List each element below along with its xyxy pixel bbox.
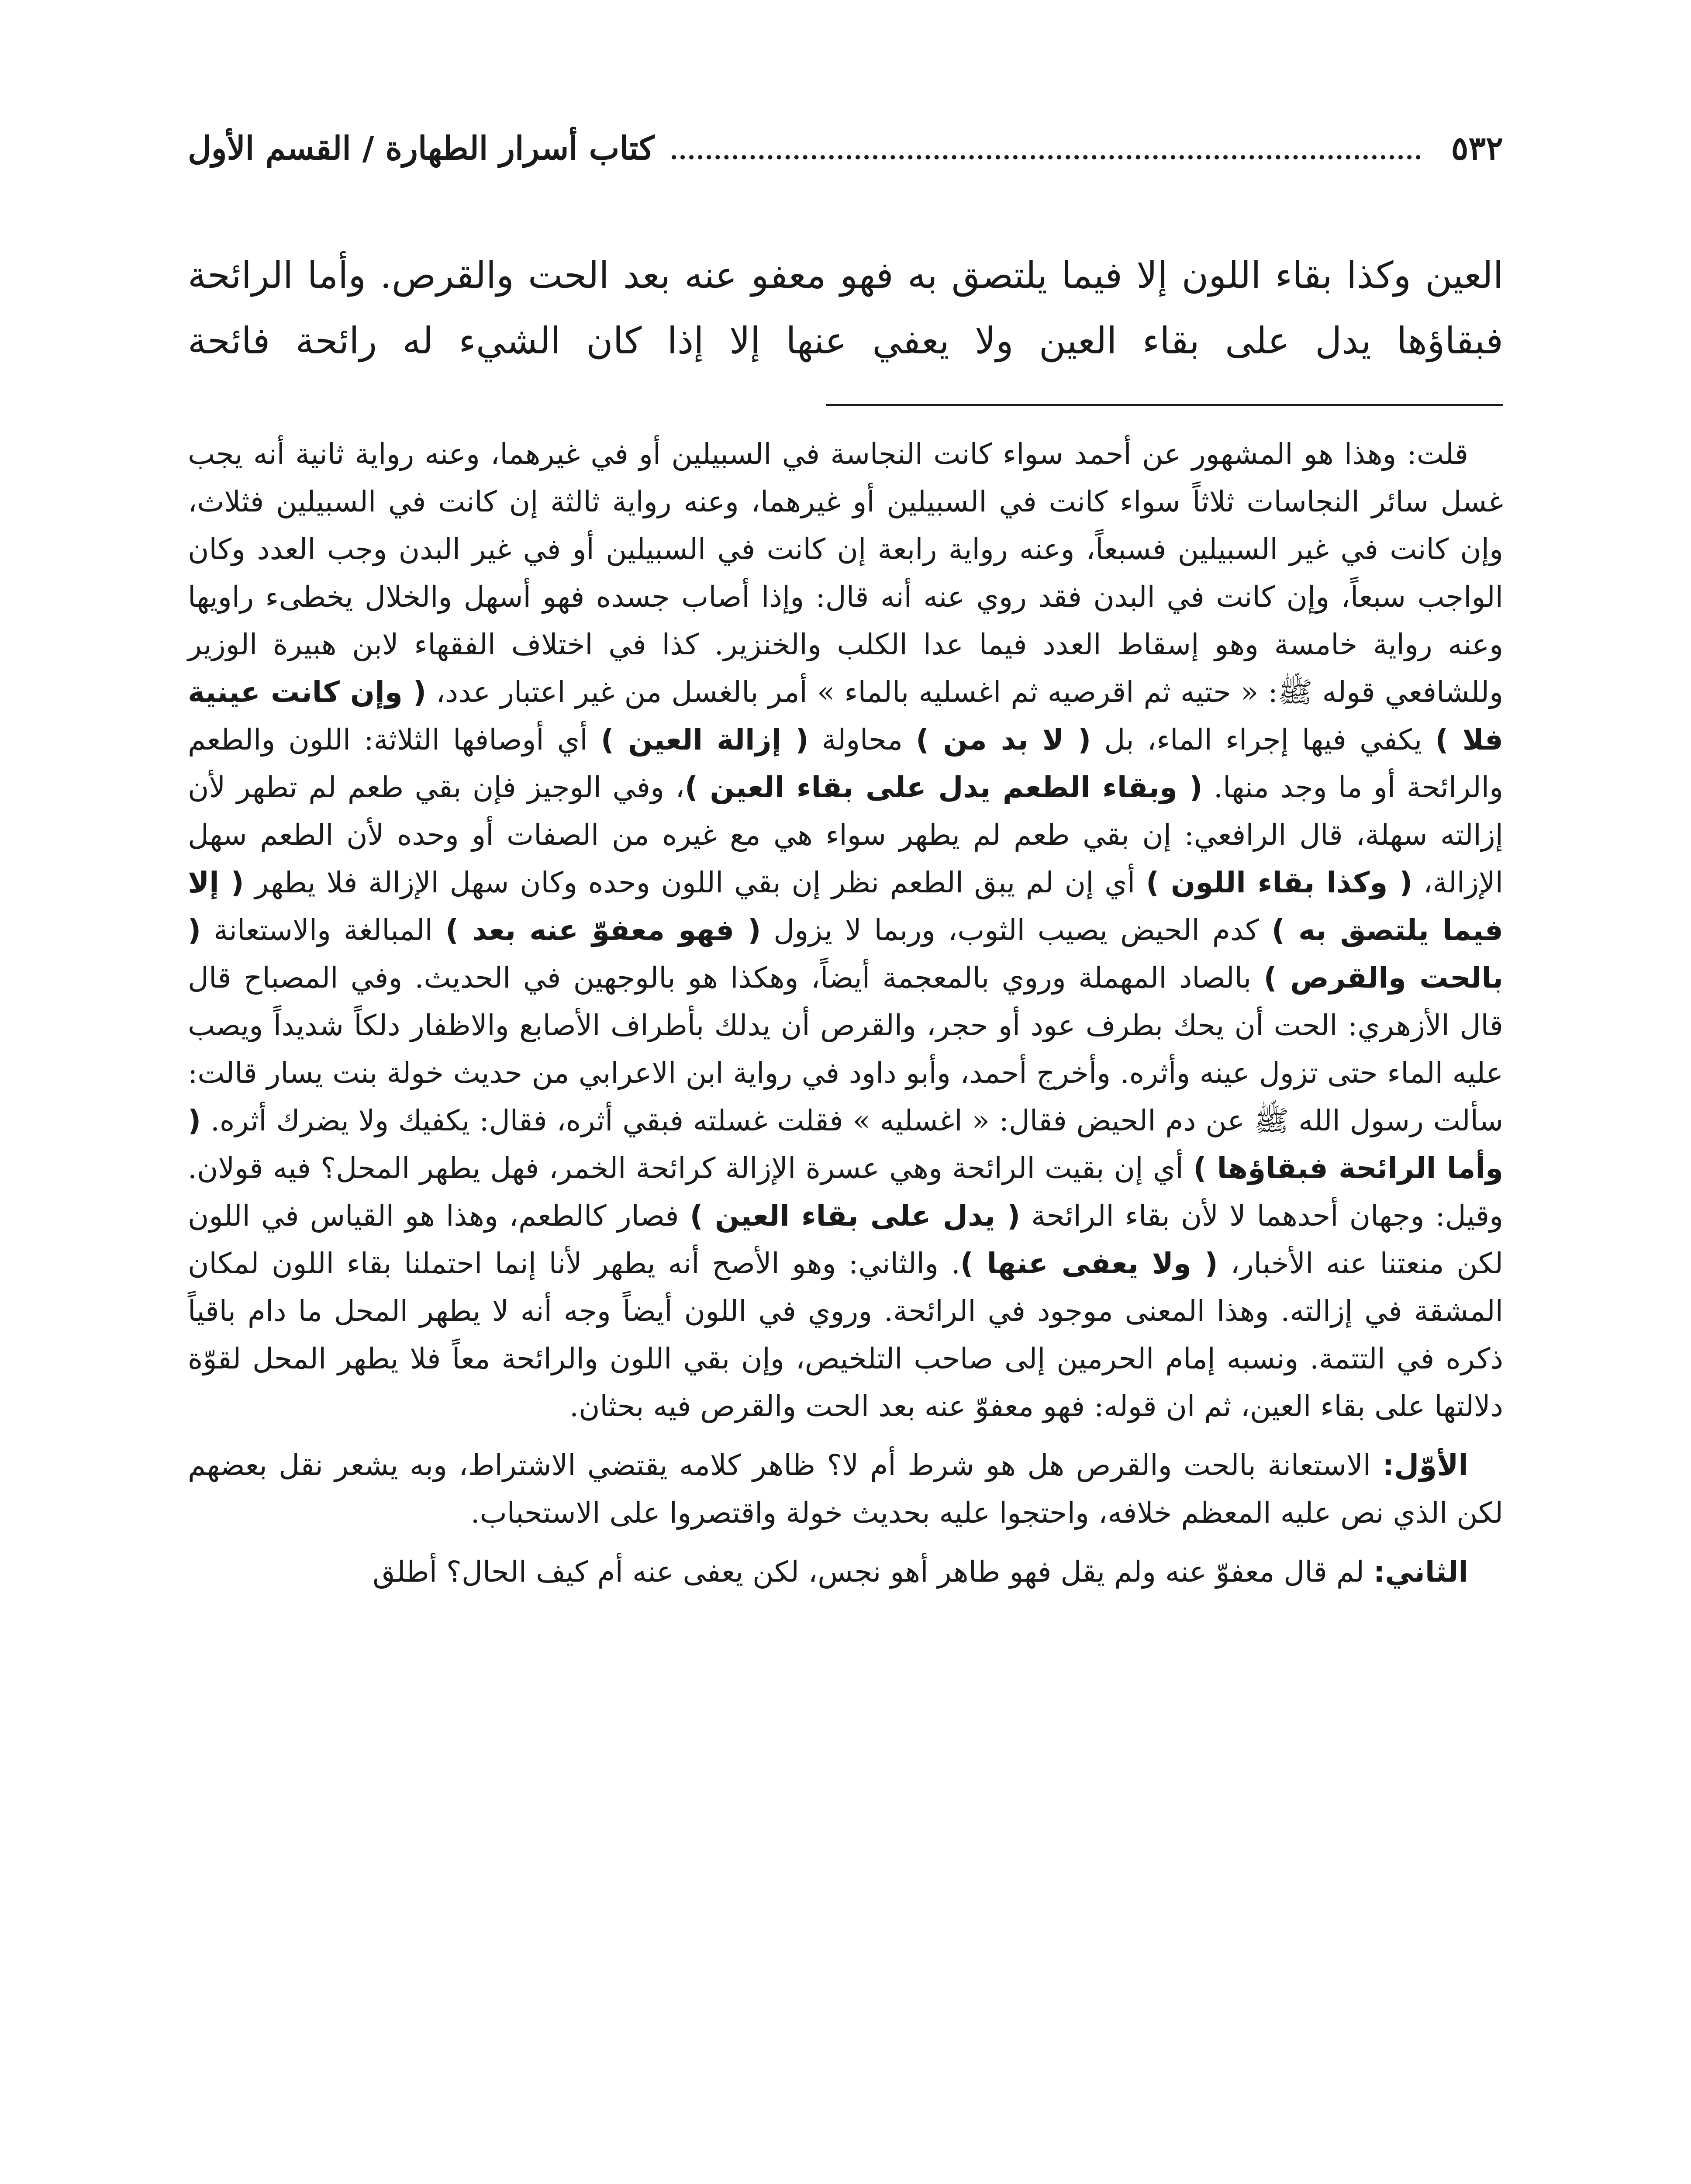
bold-matn-quote: الأوّل: [1382, 1448, 1468, 1482]
bold-matn-quote: ( إزالة العين ) [600, 723, 809, 757]
page-header [188, 124, 1503, 173]
bold-matn-quote: ( وأما الرائحة فبقاؤها ) [188, 1104, 1503, 1185]
commentary-paragraph-1: قلت: وهذا هو المشهور عن أحمد سواء كانت النجاسة في السبيلين أو في غيرهما، وعنه رواية ثانية أنه يجب غسل سائر النجاسات ثلاثاً سواء كانت في السبيلين أو غيرهما، وعنه رواية ثالثة إن كانت في السبيلين فثلاث، وإن كانت في غير السبيلين فسبعاً، وعنه رواية رابعة إن كانت في السبيلين أو في غير البدن وجب العدد وكان الواجب سبعاً، وإن كانت في البدن فقد روي عنه أنه قال: وإذا أصاب جسده فهو أسهل والخلال يخطىء راويها وعنه رواية خامسة وهو إسقاط العدد فيما عدا الكلب والخنزير. كذا في اختلاف الفقهاء لابن هبيرة الوزير وللشافعي قوله ﷺ: « حتيه ثم اقرصيه ثم اغسليه بالماء » أمر بالغسل من غير اعتبار عدد، ( وإن كانت عينية فلا ) يكفي فيها إجراء الماء، بل ( لا بد من ) محاولة ( إزالة العين ) أي أوصافها الثلاثة: اللون والطعم والرائحة أو ما وجد منها. ( وبقاء الطعم يدل على بقاء العين )، وفي الوجيز فإن بقي طعم لم تطهر لأن إزالته سهلة، قال الرافعي: إن بقي طعم لم يطهر سواء هي مع غيره من الصفات أو وحده لأن الطعم سهل الإزالة، ( وكذا بقاء اللون ) أي إن لم يبق الطعم نظر إن بقي اللون وحده وكان سهل الإزالة فلا يطهر ( إلا فيما يلتصق به ) كدم الحيض يصيب الثوب، وربما لا يزول ( فهو معفوّ عنه بعد ) المبالغة والاستعانة ( بالحت والقرص ) بالصاد المهملة وروي بالمعجمة أيضاً، وهكذا هو بالوجهين في الحديث. وفي المصباح قال قال الأزهري: الحت أن يحك بطرف عود أو حجر، والقرص أن يدلك بأطراف الأصابع والاظفار دلكاً شديداً ويصب عليه الماء حتى تزول عينه وأثره. وأخرج أحمد، وأبو داود في رواية ابن الاعرابي من حديث خولة بنت يسار قالت: سألت رسول الله ﷺ عن دم الحيض فقال: « اغسليه » فقلت غسلته فبقي أثره، فقال: يكفيك ولا يضرك أثره. ( وأما الرائحة فبقاؤها ) أي إن بقيت الرائحة وهي عسرة الإزالة كرائحة الخمر، فهل يطهر المحل؟ فيه قولان. وقيل: وجهان أحدهما لا لأن بقاء الرائحة ( يدل على بقاء العين ) فصار كالطعم، وهذا هو القياس في اللون لكن منعتنا عنه الأخبار، ( ولا يعفى عنها ). والثاني: وهو الأصح أنه يطهر لأنا إنما احتملنا بقاء اللون لمكان المشقة في إزالته. وهذا المعنى موجود في الرائحة. وروي في اللون أيضاً وجه أنه لا يطهر المحل ما دام باقياً ذكره في التتمة. ونسبه إمام الحرمين إلى صاحب التلخيص، وإن بقي اللون والرائحة معاً فلا يطهر المحل لقوّة دلالتها على بقاء العين، ثم ان قوله: فهو معفوّ عنه بعد الحت والقرص فيه بحثان. [188, 437, 1504, 1423]
bold-matn-quote: ( وكذا بقاء اللون ) [1146, 866, 1413, 899]
footnote-separator [826, 404, 1503, 406]
bold-matn-quote: ( يدل على بقاء العين ) [690, 1199, 1021, 1233]
bold-matn-quote: ( ولا يعفى عنها ) [960, 1247, 1218, 1280]
bold-matn-quote: ( بالحت والقرص ) [188, 913, 1503, 995]
running-title: كتاب أسرار الطهارة / القسم الأول [188, 130, 655, 167]
page-number: ٥٣٢ [1451, 130, 1503, 167]
commentary-paragraph-2: الأوّل: الاستعانة بالحت والقرص هل هو شرط أم لا؟ ظاهر كلامه يقتضي الاشتراط، وبه يشعر نقل بعضهم لكن الذي نص عليه المعظم خلافه، واحتجوا عليه بحديث خولة واقتصروا على الاستحباب. [188, 1448, 1503, 1530]
commentary [188, 430, 1503, 1596]
bold-matn-quote: ( فهو معفوّ عنه بعد ) [445, 913, 761, 947]
bold-matn-quote: ( وإن كانت عينية فلا ) [188, 675, 1504, 757]
bold-matn-quote: ( إلا فيما يلتصق به ) [188, 866, 1504, 947]
main-text [188, 242, 1503, 373]
bold-matn-quote: ( لا بد من ) [916, 723, 1091, 757]
header-dot-leader [672, 155, 1420, 159]
commentary-paragraph-3: الثاني: لم قال معفوّ عنه ولم يقل فهو طاهر أهو نجس، لكن يعفى عنه أم كيف الحال؟ أطلق [373, 1555, 1468, 1589]
main-paragraph: العين وكذا بقاء اللون إلا فيما يلتصق به فهو معفو عنه بعد الحت والقرص. وأما الرائحة فبقاؤها يدل على بقاء العين ولا يعفي عنها إلا إذا كان الشيء له رائحة فائحة [188, 254, 1503, 362]
bold-matn-quote: ( وبقاء الطعم يدل على بقاء العين ) [684, 771, 1203, 804]
bold-matn-quote: الثاني: [1373, 1555, 1468, 1589]
